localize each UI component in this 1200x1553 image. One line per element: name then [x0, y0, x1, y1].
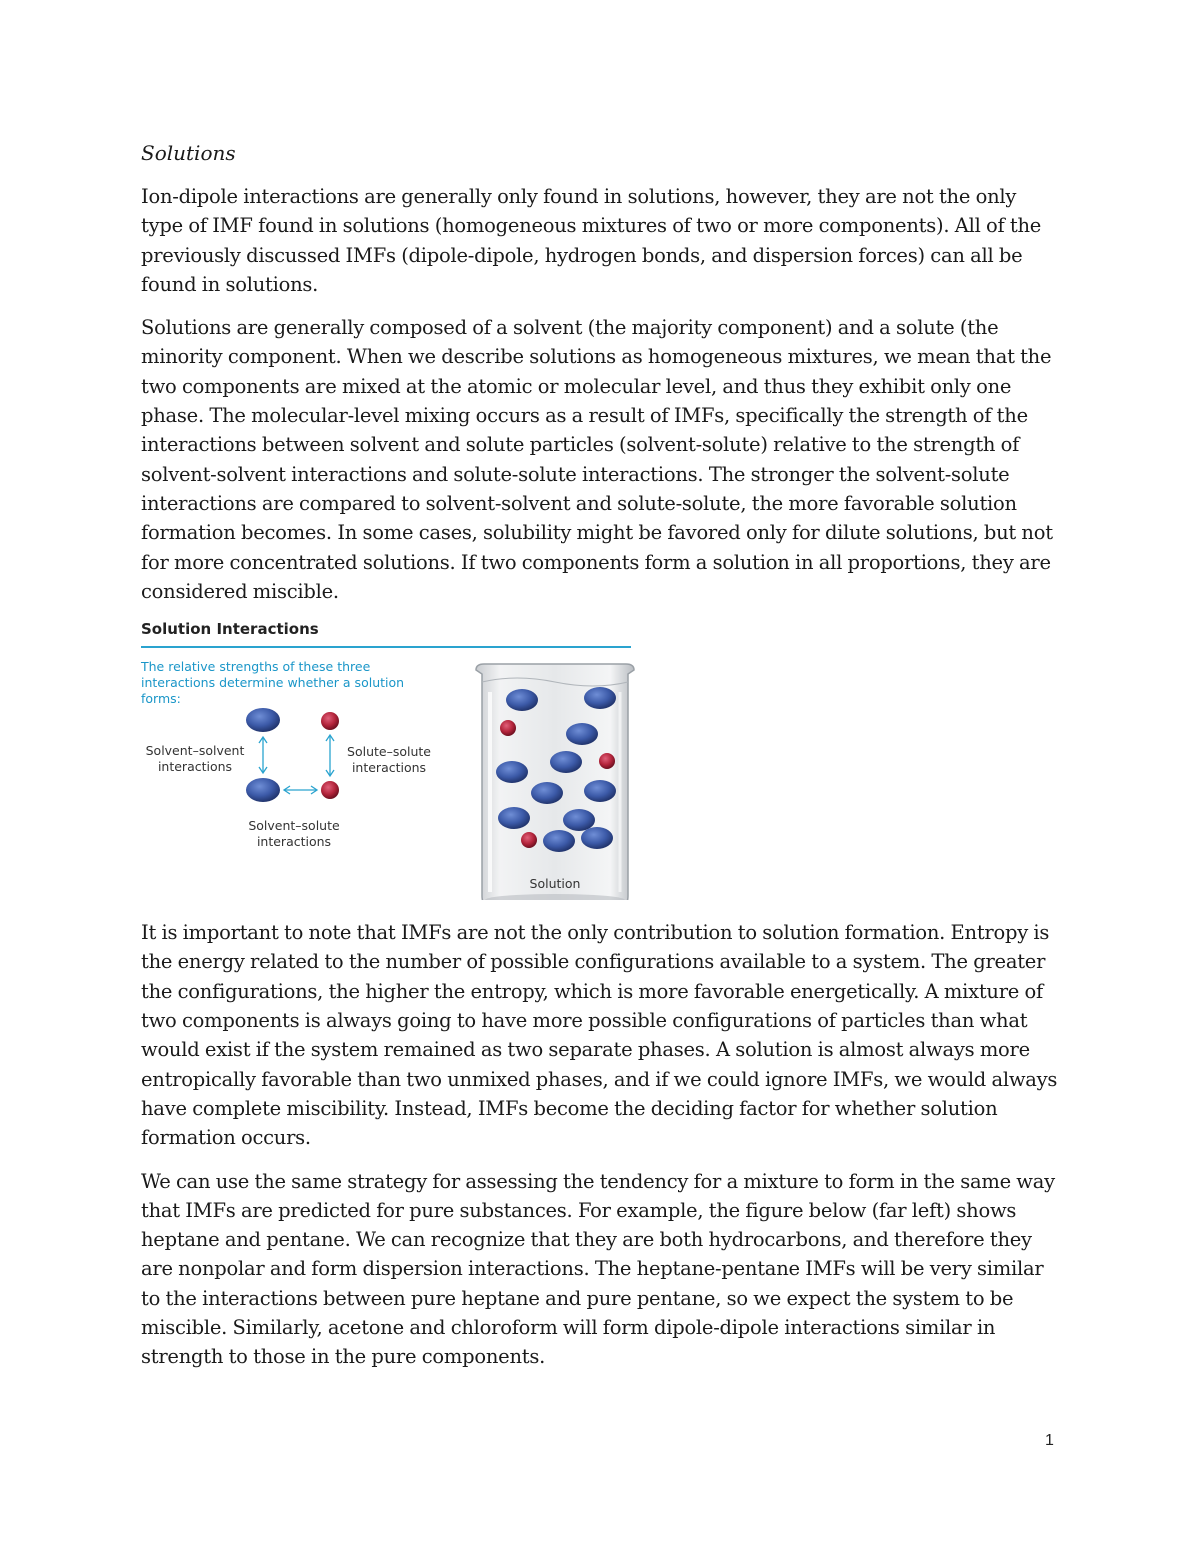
- paragraph-2: Solutions are generally composed of a solvent (the majority component) and a solute (the minority component. When we describe solutions as homogeneous mixtures, we mean that the two components are mixed at the atomic or molecular level, and thus they exhibit only one phase. The molecular-level mixing occurs as a result of IMFs, specifically the strength of the interactions between solvent and solute particles (solvent-solute) relative to the strength of solvent-solvent interactions and solute-solute interactions. The stronger the solvent-solute interactions are compared to solvent-solvent and solute-solute, the more favorable solution formation becomes. In some cases, solubility might be favored only for dilute solutions, but not for more concentrated solutions. If two components form a solution in all proportions, they are considered miscible.: [141, 316, 1053, 603]
- paragraph-3: It is important to note that IMFs are not the only contribution to solution formation. Entropy is the energy related to the number of possible configurations available to a system. The greater the configurations, the higher the entropy, which is more favorable energetically. A mixture of two components is always going to have more possible configurations of particles than what would exist if the system remained as two separate phases. A solution is almost always more entropically favorable than two unmixed phases, and if we could ignore IMFs, we would always have complete miscibility. Instead, IMFs become the deciding factor for whether solution formation occurs.: [141, 921, 1058, 1150]
- section-heading: Solutions: [141, 141, 236, 165]
- solvent-solvent-label: Solvent–solvent interactions: [145, 743, 245, 775]
- document-page: [141, 138, 1061, 1386]
- solvent-particle-bottom: [246, 778, 280, 802]
- solute-solute-label: Solute–solute interactions: [347, 744, 431, 776]
- figure-caption: The relative strengths of these three interactions determine whether a solution forms:: [141, 659, 405, 707]
- solvent-particle-top: [246, 708, 280, 732]
- beaker-label: Solution: [529, 876, 581, 892]
- paragraph-1: Ion-dipole interactions are generally only found in solutions, however, they are not the only type of IMF found in solutions (homogeneous mixtures of two or more components). All of the previously discussed IMFs (dipole-dipole, hydrogen bonds, and dispersion forces) can all be found in solutions.: [141, 185, 1042, 296]
- page-number: 1: [1045, 1432, 1054, 1449]
- solute-particle-bottom: [321, 781, 339, 799]
- figure-title: Solution Interactions: [141, 620, 319, 639]
- solute-particle-top: [321, 712, 339, 730]
- paragraph-4: We can use the same strategy for assessing the tendency for a mixture to form in the same way that IMFs are predicted for pure substances. For example, the figure below (far left) shows heptane and pentane. We can recognize that they are both hydrocarbons, and therefore they are nonpolar and form dispersion interactions. The heptane-pentane IMFs will be very similar to the interactions between pure heptane and pure pentane, so we expect the system to be miscible. Similarly, acetone and chloroform will form dipole-dipole interactions similar in strength to those in the pure components.: [141, 1169, 1055, 1369]
- solvent-solute-label: Solvent–solute interactions: [248, 818, 340, 850]
- solution-interactions-figure: [141, 620, 641, 900]
